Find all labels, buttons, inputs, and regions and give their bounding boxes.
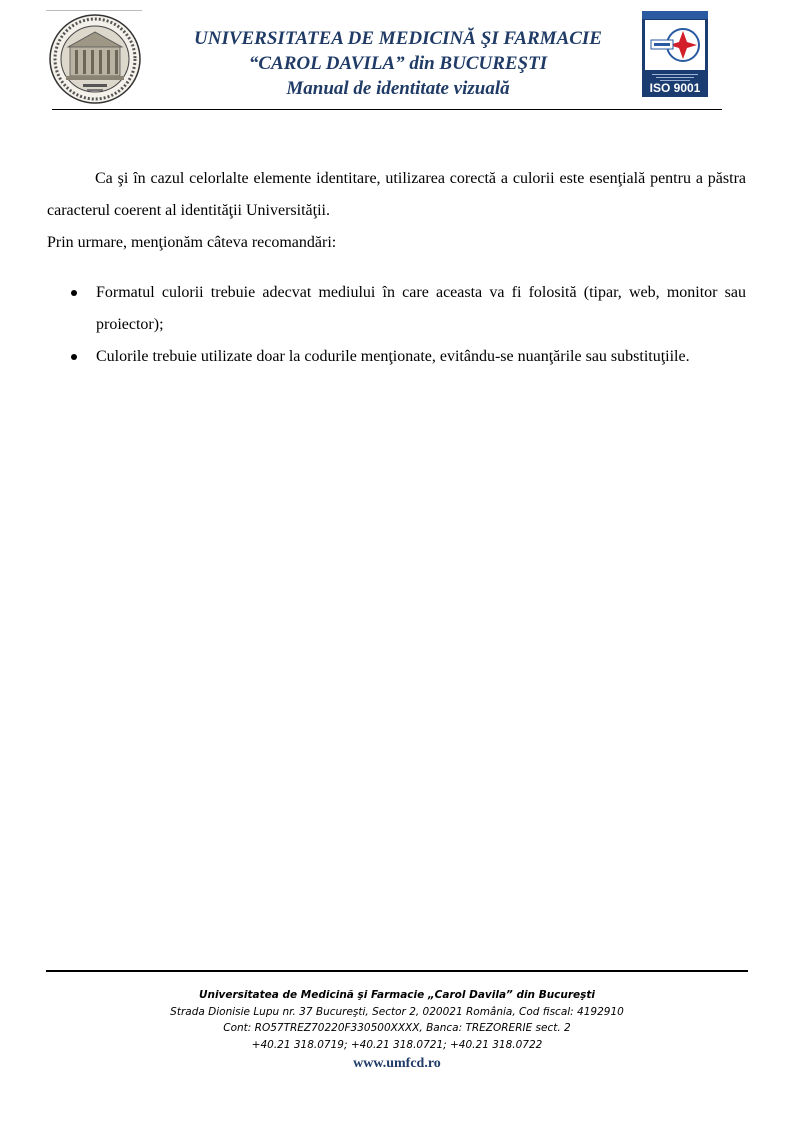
footer-website-link[interactable]: www.umfcd.ro (353, 1056, 441, 1071)
header-title-line3: Manual de identitate vizuală (286, 78, 510, 99)
university-seal-icon (46, 10, 144, 106)
page-footer (46, 987, 748, 1075)
header-title (150, 26, 646, 101)
list-item-text: Culorile trebuie utilizate doar la codurile menţionate, evitându-se nuanţările sau substituţiile. (96, 348, 690, 365)
header-rule (52, 109, 722, 110)
recommendations-list (47, 277, 746, 373)
header-title-line2: “CAROL DAVILA” din BUCUREŞTI (248, 53, 548, 74)
list-item-text: Formatul culorii trebuie adecvat mediului în care aceasta va fi folosită (tipar, web, monitor sau proiector); (96, 284, 746, 333)
iso-small-text-lines (648, 73, 702, 81)
footer-institution-name: Universitatea de Medicină şi Farmacie „Carol Davila” din Bucureşti (198, 989, 596, 1001)
footer-account: Cont: RO57TREZ70220F330500XXXX, Banca: TREZORERIE sect. 2 (223, 1022, 571, 1034)
recommendations-intro: Prin urmare, menţionăm câteva recomandări: (47, 234, 337, 251)
bullet-icon (71, 354, 77, 360)
footer-phones: +40.21 318.0719; +40.21 318.0721; +40.21 318.0722 (251, 1038, 543, 1051)
footer-rule (46, 970, 748, 972)
intro-paragraph: Ca şi în cazul celorlalte elemente identitare, utilizarea corectă a culorii este esenţială pentru a păstra caracterul coerent al identităţii Universităţii. (47, 170, 746, 219)
bullet-icon (71, 290, 77, 296)
document-body (47, 163, 746, 373)
footer-address: Strada Dionisie Lupu nr. 37 Bucureşti, Sector 2, 020021 România, Cod fiscal: 4192910 (170, 1005, 624, 1018)
certind-emblem (645, 20, 705, 70)
iso-label: ISO 9001 (649, 81, 701, 95)
list-item (47, 277, 746, 341)
iso-top-strip (642, 11, 708, 19)
header-title-line1: UNIVERSITATEA DE MEDICINĂ ŞI FARMACIE (194, 28, 602, 49)
certind-iso-9001-icon (642, 11, 708, 97)
list-item (47, 341, 746, 373)
